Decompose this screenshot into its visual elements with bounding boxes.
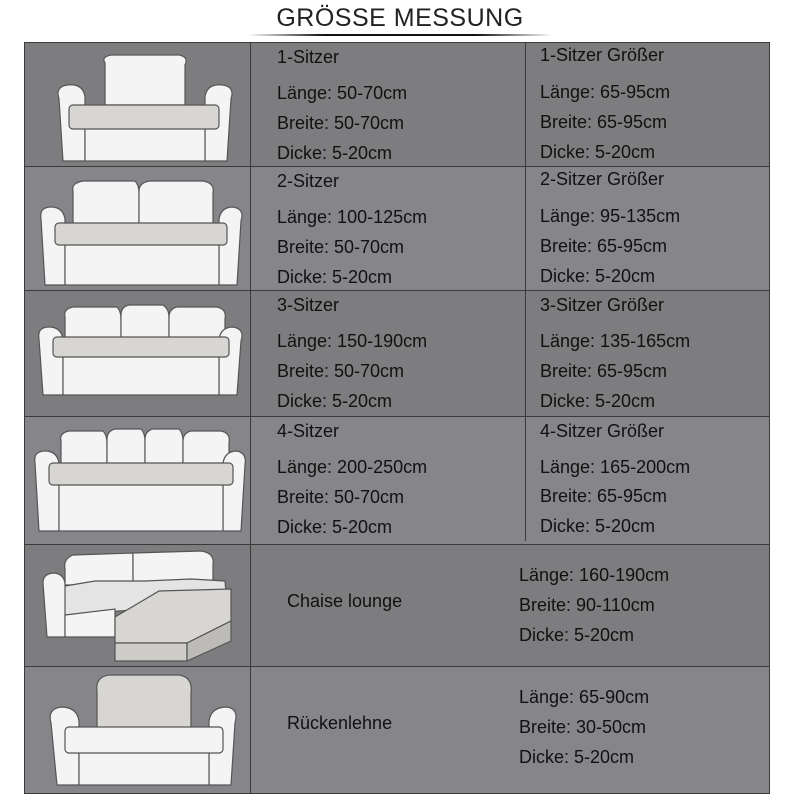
image-cell xyxy=(25,43,251,166)
width-value: Breite: 50-70cm xyxy=(277,237,405,257)
width-value: Breite: 65-95cm xyxy=(540,236,668,256)
table-row-1-sitzer xyxy=(25,43,769,167)
size-name: Chaise lounge xyxy=(287,591,403,611)
thickness-value: Dicke: 5-20cm xyxy=(540,266,656,286)
chaise-lounge-sofa-icon xyxy=(25,545,251,667)
thickness-value: Dicke: 5-20cm xyxy=(519,625,635,645)
table-row-rueckenlehne xyxy=(25,667,769,793)
width-value: Breite: 50-70cm xyxy=(277,361,405,381)
width-value: Breite: 30-50cm xyxy=(519,717,647,737)
thickness-value: Dicke: 5-20cm xyxy=(519,747,635,767)
thickness-value: Dicke: 5-20cm xyxy=(540,516,656,536)
width-value: Breite: 65-95cm xyxy=(540,361,668,381)
width-value: Breite: 90-110cm xyxy=(519,595,655,615)
width-value: Breite: 65-95cm xyxy=(540,486,668,506)
larger-size-cell xyxy=(525,417,769,541)
image-cell xyxy=(25,417,251,544)
larger-size-cell xyxy=(525,291,769,416)
image-cell xyxy=(25,667,251,793)
larger-size-cell xyxy=(525,43,769,166)
size-name: 2-Sitzer xyxy=(277,171,340,191)
size-name: Rückenlehne xyxy=(287,713,393,733)
3-seater-sofa-icon xyxy=(25,291,251,417)
length-value: Länge: 200-250cm xyxy=(277,457,428,477)
size-name: 2-Sitzer Größer xyxy=(540,169,665,189)
title-underline xyxy=(248,34,552,36)
standard-size-cell xyxy=(251,417,525,544)
size-name: 1-Sitzer xyxy=(277,47,340,67)
4-seater-sofa-icon xyxy=(25,417,251,545)
table-row-2-sitzer xyxy=(25,167,769,291)
length-value: Länge: 160-190cm xyxy=(519,565,670,585)
length-value: Länge: 65-95cm xyxy=(540,82,671,102)
standard-size-cell xyxy=(251,43,525,166)
width-value: Breite: 50-70cm xyxy=(277,487,405,507)
size-table xyxy=(24,42,770,794)
thickness-value: Dicke: 5-20cm xyxy=(277,391,393,411)
image-cell xyxy=(25,291,251,416)
1-seater-sofa-icon xyxy=(25,43,251,167)
table-row-chaise-lounge xyxy=(25,545,769,667)
thickness-value: Dicke: 5-20cm xyxy=(277,267,393,287)
2-seater-sofa-icon xyxy=(25,167,251,291)
larger-size-cell xyxy=(525,167,769,290)
standard-size-cell xyxy=(251,167,525,290)
size-name: 1-Sitzer Größer xyxy=(540,45,665,65)
length-value: Länge: 95-135cm xyxy=(540,206,681,226)
length-value: Länge: 165-200cm xyxy=(540,457,691,477)
thickness-value: Dicke: 5-20cm xyxy=(277,517,393,537)
backrest-armchair-icon xyxy=(25,667,251,793)
page-title: GRÖSSE MESSUNG xyxy=(276,4,524,32)
size-name: 4-Sitzer xyxy=(277,421,340,441)
table-row-4-sitzer xyxy=(25,417,769,545)
length-value: Länge: 50-70cm xyxy=(277,83,408,103)
image-cell xyxy=(25,167,251,290)
image-cell xyxy=(25,545,251,666)
thickness-value: Dicke: 5-20cm xyxy=(540,391,656,411)
length-value: Länge: 100-125cm xyxy=(277,207,428,227)
thickness-value: Dicke: 5-20cm xyxy=(540,142,656,162)
size-name: 3-Sitzer Größer xyxy=(540,295,665,315)
length-value: Länge: 65-90cm xyxy=(519,687,650,707)
width-value: Breite: 65-95cm xyxy=(540,112,668,132)
length-value: Länge: 135-165cm xyxy=(540,331,691,351)
table-row-3-sitzer xyxy=(25,291,769,417)
size-name: 4-Sitzer Größer xyxy=(540,421,665,441)
size-name: 3-Sitzer xyxy=(277,295,340,315)
width-value: Breite: 50-70cm xyxy=(277,113,405,133)
thickness-value: Dicke: 5-20cm xyxy=(277,143,393,163)
standard-size-cell xyxy=(251,291,525,416)
length-value: Länge: 150-190cm xyxy=(277,331,428,351)
